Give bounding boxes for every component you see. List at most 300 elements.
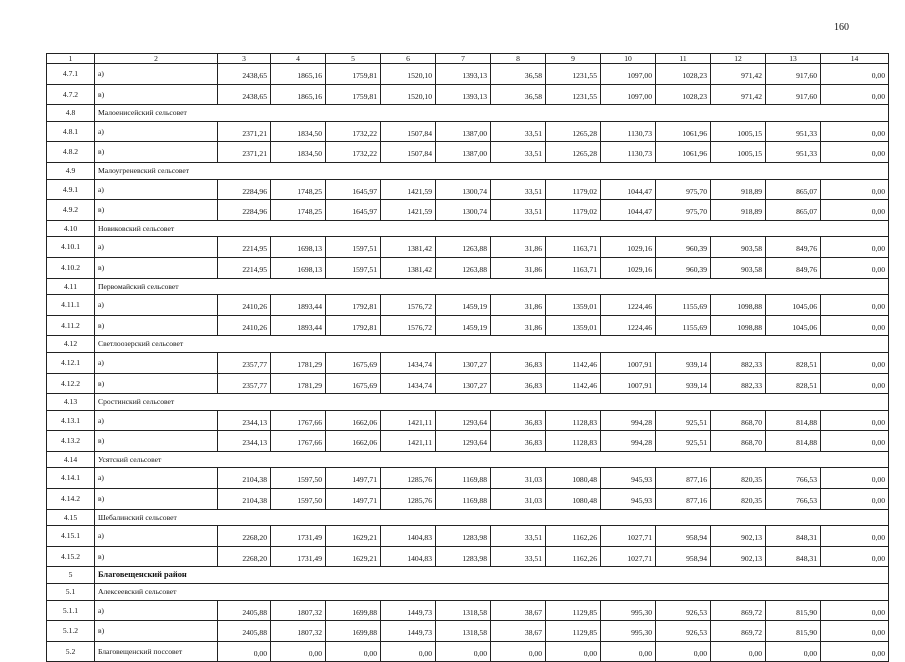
value-cell-col-11: 958,94 <box>656 526 711 547</box>
row-code: 4.12.1 <box>47 352 95 373</box>
value-cell-col-8: 38,67 <box>491 600 546 621</box>
section-label: Алексеевский сельсовет <box>95 584 889 601</box>
value-cell-col-6: 1434,74 <box>381 373 436 394</box>
value-cell-col-3: 2268,20 <box>218 526 271 547</box>
value-cell-col-3: 0,00 <box>218 641 271 662</box>
value-cell-col-5: 1497,71 <box>326 468 381 489</box>
value-cell-col-3: 2344,13 <box>218 410 271 431</box>
value-cell-col-14: 0,00 <box>821 468 889 489</box>
value-cell-col-5: 1597,51 <box>326 237 381 258</box>
row-code: 4.14 <box>47 451 95 468</box>
column-header-9: 9 <box>546 54 601 64</box>
value-cell-col-5: 1792,81 <box>326 315 381 336</box>
value-cell-col-13: 828,51 <box>766 373 821 394</box>
table-row <box>47 121 889 142</box>
value-cell-col-13: 848,31 <box>766 546 821 567</box>
value-cell-col-5: 1497,71 <box>326 489 381 510</box>
column-header-14: 14 <box>821 54 889 64</box>
value-cell-col-8: 31,86 <box>491 237 546 258</box>
value-cell-col-12: 903,58 <box>711 237 766 258</box>
row-label: а) <box>95 64 218 85</box>
value-cell-col-9: 1080,48 <box>546 489 601 510</box>
table-body <box>47 54 889 662</box>
value-cell-col-4: 1748,25 <box>271 179 326 200</box>
row-label: а) <box>95 410 218 431</box>
value-cell-col-7: 1387,00 <box>436 121 491 142</box>
value-cell-col-11: 925,51 <box>656 431 711 452</box>
value-cell-col-7: 1293,64 <box>436 431 491 452</box>
value-cell-col-6: 1404,83 <box>381 546 436 567</box>
value-cell-col-6: 1381,42 <box>381 237 436 258</box>
value-cell-col-5: 0,00 <box>326 641 381 662</box>
value-cell-col-5: 1645,97 <box>326 179 381 200</box>
value-cell-col-14: 0,00 <box>821 410 889 431</box>
section-label: Шебалинский сельсовет <box>95 509 889 526</box>
row-label: а) <box>95 600 218 621</box>
value-cell-col-3: 2214,95 <box>218 237 271 258</box>
value-cell-col-4: 1731,49 <box>271 526 326 547</box>
value-cell-col-11: 975,70 <box>656 200 711 221</box>
row-code: 4.10.2 <box>47 257 95 278</box>
value-cell-col-13: 815,90 <box>766 621 821 642</box>
value-cell-col-3: 2438,65 <box>218 64 271 85</box>
value-cell-col-6: 1381,42 <box>381 257 436 278</box>
section-row <box>47 162 889 179</box>
value-cell-col-10: 1130,73 <box>601 121 656 142</box>
value-cell-col-10: 994,28 <box>601 431 656 452</box>
row-code: 4.8.2 <box>47 142 95 163</box>
value-cell-col-12: 820,35 <box>711 468 766 489</box>
value-cell-col-3: 2438,65 <box>218 84 271 105</box>
section-label: Светлоозерский сельсовет <box>95 336 889 353</box>
value-cell-col-14: 0,00 <box>821 142 889 163</box>
value-cell-col-13: 1045,06 <box>766 295 821 316</box>
section-row <box>47 584 889 601</box>
value-cell-col-11: 960,39 <box>656 257 711 278</box>
value-cell-col-14: 0,00 <box>821 200 889 221</box>
table-row <box>47 468 889 489</box>
table-row <box>47 257 889 278</box>
value-cell-col-13: 814,88 <box>766 410 821 431</box>
value-cell-col-4: 1698,13 <box>271 257 326 278</box>
value-cell-col-9: 1359,01 <box>546 315 601 336</box>
value-cell-col-8: 36,58 <box>491 64 546 85</box>
value-cell-col-14: 0,00 <box>821 621 889 642</box>
row-code: 4.15.1 <box>47 526 95 547</box>
value-cell-col-4: 1834,50 <box>271 121 326 142</box>
value-cell-col-14: 0,00 <box>821 431 889 452</box>
section-row <box>47 451 889 468</box>
value-cell-col-7: 1283,98 <box>436 546 491 567</box>
value-cell-col-7: 1300,74 <box>436 179 491 200</box>
value-cell-col-5: 1645,97 <box>326 200 381 221</box>
value-cell-col-4: 1597,50 <box>271 489 326 510</box>
value-cell-col-13: 865,07 <box>766 179 821 200</box>
value-cell-col-12: 902,13 <box>711 546 766 567</box>
row-label: а) <box>95 295 218 316</box>
value-cell-col-12: 1098,88 <box>711 315 766 336</box>
row-label: а) <box>95 352 218 373</box>
table-row <box>47 315 889 336</box>
value-cell-col-8: 33,51 <box>491 200 546 221</box>
value-cell-col-11: 1155,69 <box>656 295 711 316</box>
value-cell-col-5: 1732,22 <box>326 142 381 163</box>
value-cell-col-10: 945,93 <box>601 468 656 489</box>
value-cell-col-6: 1449,73 <box>381 600 436 621</box>
value-cell-col-10: 1044,47 <box>601 179 656 200</box>
value-cell-col-12: 1005,15 <box>711 142 766 163</box>
value-cell-col-3: 2344,13 <box>218 431 271 452</box>
row-code: 4.9.2 <box>47 200 95 221</box>
value-cell-col-7: 1300,74 <box>436 200 491 221</box>
value-cell-col-9: 1129,85 <box>546 621 601 642</box>
value-cell-col-13: 814,88 <box>766 431 821 452</box>
value-cell-col-6: 1576,72 <box>381 295 436 316</box>
table-row <box>47 641 889 662</box>
value-cell-col-13: 1045,06 <box>766 315 821 336</box>
value-cell-col-3: 2405,88 <box>218 600 271 621</box>
value-cell-col-11: 877,16 <box>656 468 711 489</box>
value-cell-col-3: 2268,20 <box>218 546 271 567</box>
value-cell-col-6: 1449,73 <box>381 621 436 642</box>
value-cell-col-14: 0,00 <box>821 526 889 547</box>
value-cell-col-9: 1179,02 <box>546 179 601 200</box>
value-cell-col-6: 1285,76 <box>381 468 436 489</box>
value-cell-col-9: 1265,28 <box>546 142 601 163</box>
section-label: Малоугреневский сельсовет <box>95 162 889 179</box>
column-header-2: 2 <box>95 54 218 64</box>
value-cell-col-11: 958,94 <box>656 546 711 567</box>
value-cell-col-10: 1027,71 <box>601 546 656 567</box>
value-cell-col-9: 1128,83 <box>546 410 601 431</box>
value-cell-col-9: 1231,55 <box>546 84 601 105</box>
value-cell-col-6: 1507,84 <box>381 142 436 163</box>
row-code: 4.10.1 <box>47 237 95 258</box>
value-cell-col-13: 849,76 <box>766 257 821 278</box>
value-cell-col-9: 1142,46 <box>546 352 601 373</box>
value-cell-col-14: 0,00 <box>821 179 889 200</box>
row-code: 4.10 <box>47 220 95 237</box>
value-cell-col-10: 1130,73 <box>601 142 656 163</box>
value-cell-col-8: 33,51 <box>491 526 546 547</box>
value-cell-col-5: 1597,51 <box>326 257 381 278</box>
row-label: в) <box>95 200 218 221</box>
value-cell-col-10: 995,30 <box>601 600 656 621</box>
value-cell-col-12: 882,33 <box>711 373 766 394</box>
section-row <box>47 394 889 411</box>
section-label: Усятский сельсовет <box>95 451 889 468</box>
value-cell-col-5: 1629,21 <box>326 546 381 567</box>
value-cell-col-6: 1285,76 <box>381 489 436 510</box>
value-cell-col-12: 971,42 <box>711 84 766 105</box>
value-cell-col-8: 33,51 <box>491 546 546 567</box>
column-header-11: 11 <box>656 54 711 64</box>
value-cell-col-7: 1393,13 <box>436 64 491 85</box>
section-label: Новиковский сельсовет <box>95 220 889 237</box>
value-cell-col-14: 0,00 <box>821 641 889 662</box>
value-cell-col-3: 2284,96 <box>218 179 271 200</box>
value-cell-col-10: 1224,46 <box>601 315 656 336</box>
value-cell-col-6: 1421,11 <box>381 410 436 431</box>
value-cell-col-7: 1169,88 <box>436 468 491 489</box>
value-cell-col-4: 1781,29 <box>271 373 326 394</box>
value-cell-col-13: 0,00 <box>766 641 821 662</box>
value-cell-col-13: 865,07 <box>766 200 821 221</box>
value-cell-col-13: 951,33 <box>766 142 821 163</box>
value-cell-col-12: 869,72 <box>711 600 766 621</box>
value-cell-col-3: 2410,26 <box>218 295 271 316</box>
value-cell-col-3: 2410,26 <box>218 315 271 336</box>
value-cell-col-12: 1005,15 <box>711 121 766 142</box>
column-header-6: 6 <box>381 54 436 64</box>
value-cell-col-13: 766,53 <box>766 489 821 510</box>
row-code: 5 <box>47 567 95 584</box>
value-cell-col-7: 1318,58 <box>436 621 491 642</box>
value-cell-col-10: 0,00 <box>601 641 656 662</box>
table-row <box>47 410 889 431</box>
value-cell-col-9: 1080,48 <box>546 468 601 489</box>
row-code: 4.11 <box>47 278 95 295</box>
value-cell-col-13: 815,90 <box>766 600 821 621</box>
value-cell-col-4: 1807,32 <box>271 621 326 642</box>
table-row <box>47 64 889 85</box>
column-header-13: 13 <box>766 54 821 64</box>
value-cell-col-12: 868,70 <box>711 431 766 452</box>
value-cell-col-11: 1061,96 <box>656 142 711 163</box>
table-row <box>47 352 889 373</box>
value-cell-col-11: 960,39 <box>656 237 711 258</box>
value-cell-col-14: 0,00 <box>821 295 889 316</box>
value-cell-col-8: 36,83 <box>491 410 546 431</box>
value-cell-col-11: 1028,23 <box>656 84 711 105</box>
value-cell-col-5: 1675,69 <box>326 373 381 394</box>
value-cell-col-13: 849,76 <box>766 237 821 258</box>
value-cell-col-3: 2214,95 <box>218 257 271 278</box>
section-label: Сростинский сельсовет <box>95 394 889 411</box>
value-cell-col-14: 0,00 <box>821 121 889 142</box>
row-code: 4.8 <box>47 105 95 122</box>
value-cell-col-10: 1029,16 <box>601 257 656 278</box>
value-cell-col-4: 1834,50 <box>271 142 326 163</box>
value-cell-col-11: 877,16 <box>656 489 711 510</box>
row-label: а) <box>95 121 218 142</box>
value-cell-col-11: 0,00 <box>656 641 711 662</box>
section-label: Благовещенский район <box>95 567 889 584</box>
row-label: а) <box>95 237 218 258</box>
section-row <box>47 567 889 584</box>
row-label: в) <box>95 142 218 163</box>
section-row <box>47 509 889 526</box>
table-row <box>47 295 889 316</box>
value-cell-col-11: 939,14 <box>656 373 711 394</box>
value-cell-col-10: 1097,00 <box>601 84 656 105</box>
value-cell-col-9: 1359,01 <box>546 295 601 316</box>
value-cell-col-6: 1507,84 <box>381 121 436 142</box>
value-cell-col-13: 917,60 <box>766 64 821 85</box>
column-header-12: 12 <box>711 54 766 64</box>
row-code: 4.11.2 <box>47 315 95 336</box>
value-cell-col-4: 1865,16 <box>271 84 326 105</box>
value-cell-col-3: 2357,77 <box>218 352 271 373</box>
row-code: 4.9 <box>47 162 95 179</box>
row-code: 4.9.1 <box>47 179 95 200</box>
row-code: 4.12 <box>47 336 95 353</box>
column-header-3: 3 <box>218 54 271 64</box>
row-label: в) <box>95 84 218 105</box>
value-cell-col-6: 0,00 <box>381 641 436 662</box>
value-cell-col-12: 869,72 <box>711 621 766 642</box>
row-label: Благовещенский поссовет <box>95 641 218 662</box>
value-cell-col-5: 1699,88 <box>326 600 381 621</box>
column-number-header <box>47 54 889 64</box>
value-cell-col-11: 975,70 <box>656 179 711 200</box>
value-cell-col-12: 902,13 <box>711 526 766 547</box>
value-cell-col-3: 2357,77 <box>218 373 271 394</box>
row-label: в) <box>95 546 218 567</box>
value-cell-col-9: 0,00 <box>546 641 601 662</box>
value-cell-col-11: 939,14 <box>656 352 711 373</box>
value-cell-col-6: 1520,10 <box>381 64 436 85</box>
value-cell-col-14: 0,00 <box>821 237 889 258</box>
value-cell-col-5: 1662,06 <box>326 431 381 452</box>
column-header-10: 10 <box>601 54 656 64</box>
value-cell-col-13: 828,51 <box>766 352 821 373</box>
value-cell-col-10: 945,93 <box>601 489 656 510</box>
value-cell-col-10: 994,28 <box>601 410 656 431</box>
value-cell-col-12: 868,70 <box>711 410 766 431</box>
page-number: 160 <box>834 22 849 33</box>
value-cell-col-5: 1699,88 <box>326 621 381 642</box>
value-cell-col-10: 1224,46 <box>601 295 656 316</box>
value-cell-col-14: 0,00 <box>821 84 889 105</box>
value-cell-col-3: 2405,88 <box>218 621 271 642</box>
value-cell-col-8: 31,03 <box>491 489 546 510</box>
value-cell-col-3: 2284,96 <box>218 200 271 221</box>
row-label: в) <box>95 257 218 278</box>
value-cell-col-7: 1387,00 <box>436 142 491 163</box>
value-cell-col-12: 820,35 <box>711 489 766 510</box>
value-cell-col-8: 36,83 <box>491 352 546 373</box>
value-cell-col-4: 1893,44 <box>271 295 326 316</box>
row-code: 4.15.2 <box>47 546 95 567</box>
table-row <box>47 431 889 452</box>
row-code: 4.12.2 <box>47 373 95 394</box>
value-cell-col-11: 926,53 <box>656 621 711 642</box>
table-row <box>47 489 889 510</box>
row-label: в) <box>95 489 218 510</box>
row-label: в) <box>95 315 218 336</box>
value-cell-col-10: 1044,47 <box>601 200 656 221</box>
row-code: 4.14.1 <box>47 468 95 489</box>
value-cell-col-5: 1675,69 <box>326 352 381 373</box>
value-cell-col-6: 1520,10 <box>381 84 436 105</box>
value-cell-col-12: 882,33 <box>711 352 766 373</box>
value-cell-col-7: 1263,88 <box>436 237 491 258</box>
value-cell-col-9: 1231,55 <box>546 64 601 85</box>
value-cell-col-6: 1421,59 <box>381 179 436 200</box>
value-cell-col-10: 1097,00 <box>601 64 656 85</box>
value-cell-col-10: 1007,91 <box>601 373 656 394</box>
value-cell-col-6: 1404,83 <box>381 526 436 547</box>
value-cell-col-4: 1781,29 <box>271 352 326 373</box>
value-cell-col-8: 33,51 <box>491 142 546 163</box>
value-cell-col-4: 1807,32 <box>271 600 326 621</box>
value-cell-col-9: 1179,02 <box>546 200 601 221</box>
table-row <box>47 621 889 642</box>
row-code: 5.1.1 <box>47 600 95 621</box>
value-cell-col-3: 2371,21 <box>218 142 271 163</box>
value-cell-col-14: 0,00 <box>821 600 889 621</box>
value-cell-col-7: 1459,19 <box>436 295 491 316</box>
section-row <box>47 220 889 237</box>
value-cell-col-5: 1792,81 <box>326 295 381 316</box>
table-row <box>47 546 889 567</box>
value-cell-col-8: 0,00 <box>491 641 546 662</box>
value-cell-col-9: 1162,26 <box>546 526 601 547</box>
value-cell-col-14: 0,00 <box>821 315 889 336</box>
column-header-1: 1 <box>47 54 95 64</box>
value-cell-col-11: 1061,96 <box>656 121 711 142</box>
value-cell-col-7: 1307,27 <box>436 373 491 394</box>
column-header-7: 7 <box>436 54 491 64</box>
value-cell-col-6: 1421,59 <box>381 200 436 221</box>
row-label: а) <box>95 468 218 489</box>
value-cell-col-14: 0,00 <box>821 546 889 567</box>
value-cell-col-10: 1007,91 <box>601 352 656 373</box>
row-code: 4.14.2 <box>47 489 95 510</box>
value-cell-col-7: 1307,27 <box>436 352 491 373</box>
value-cell-col-9: 1162,26 <box>546 546 601 567</box>
value-cell-col-8: 36,58 <box>491 84 546 105</box>
value-cell-col-7: 1169,88 <box>436 489 491 510</box>
value-cell-col-4: 1767,66 <box>271 410 326 431</box>
row-code: 4.13.2 <box>47 431 95 452</box>
value-cell-col-14: 0,00 <box>821 64 889 85</box>
value-cell-col-9: 1265,28 <box>546 121 601 142</box>
value-cell-col-7: 0,00 <box>436 641 491 662</box>
value-cell-col-7: 1263,88 <box>436 257 491 278</box>
section-label: Малоенисейский сельсовет <box>95 105 889 122</box>
value-cell-col-4: 1731,49 <box>271 546 326 567</box>
row-code: 4.7.2 <box>47 84 95 105</box>
row-code: 4.8.1 <box>47 121 95 142</box>
value-cell-col-6: 1434,74 <box>381 352 436 373</box>
value-cell-col-3: 2371,21 <box>218 121 271 142</box>
row-code: 5.2 <box>47 641 95 662</box>
table-row <box>47 200 889 221</box>
value-cell-col-9: 1129,85 <box>546 600 601 621</box>
value-cell-col-8: 31,86 <box>491 257 546 278</box>
value-cell-col-5: 1759,81 <box>326 84 381 105</box>
value-cell-col-11: 925,51 <box>656 410 711 431</box>
value-cell-col-6: 1576,72 <box>381 315 436 336</box>
row-label: в) <box>95 373 218 394</box>
value-cell-col-12: 918,89 <box>711 179 766 200</box>
value-cell-col-5: 1732,22 <box>326 121 381 142</box>
value-cell-col-7: 1283,98 <box>436 526 491 547</box>
row-code: 5.1.2 <box>47 621 95 642</box>
value-cell-col-14: 0,00 <box>821 373 889 394</box>
row-code: 4.13 <box>47 394 95 411</box>
table-row <box>47 142 889 163</box>
table-row <box>47 526 889 547</box>
value-cell-col-8: 33,51 <box>491 121 546 142</box>
value-cell-col-12: 971,42 <box>711 64 766 85</box>
row-code: 4.13.1 <box>47 410 95 431</box>
row-label: в) <box>95 431 218 452</box>
table-row <box>47 600 889 621</box>
row-label: в) <box>95 621 218 642</box>
